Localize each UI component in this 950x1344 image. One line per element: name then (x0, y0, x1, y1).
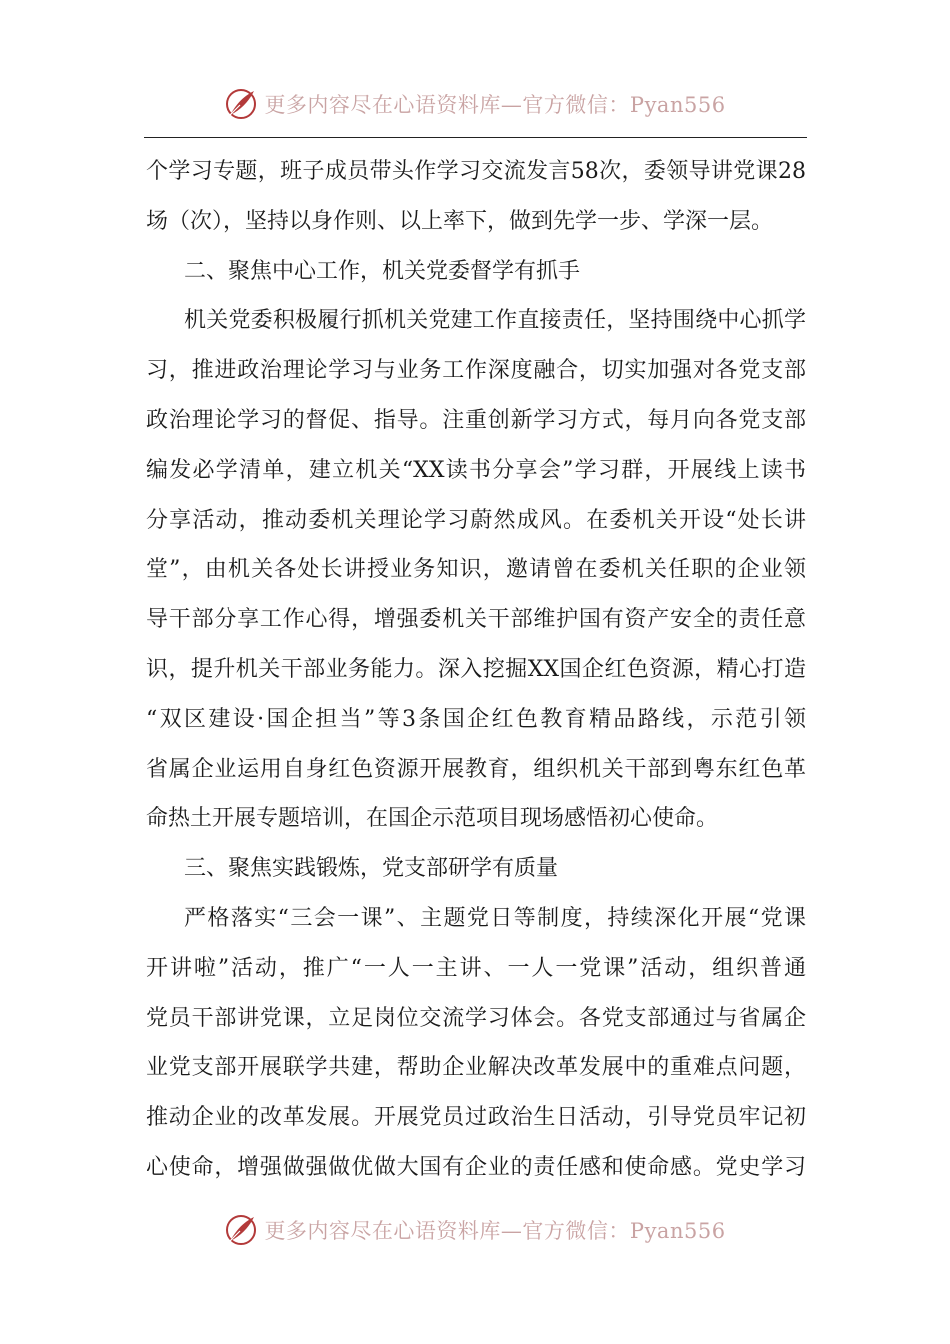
section-heading-2: 二、聚焦中心工作，机关党委督学有抓手 (184, 258, 581, 284)
quill-pen-icon (224, 1213, 258, 1247)
body-line: 导干部分享工作心得，增强委机关干部维护国有资产安全的责任意 (146, 607, 806, 633)
quill-pen-icon (224, 87, 258, 121)
body-line: 开讲啦”活动，推广“一人一主讲、一人一党课”活动，组织普通 (146, 955, 806, 981)
section-heading-3: 三、聚焦实践锻炼，党支部研学有质量 (184, 856, 559, 882)
body-line: 识，提升机关干部业务能力。深入挖掘XX国企红色资源，精心打造 (146, 656, 806, 682)
body-line: 场（次），坚持以身作则、以上率下，做到先学一步、学深一层。 (146, 208, 774, 234)
body-line: 心使命，增强做强做优做大国有企业的责任感和使命感。党史学习 (146, 1154, 806, 1180)
body-line: 党员干部讲党课，立足岗位交流学习体会。各党支部通过与省属企 (146, 1005, 806, 1031)
header-banner (0, 82, 950, 126)
document-body (146, 150, 806, 1196)
body-line: 机关党委积极履行抓机关党建工作直接责任，坚持围绕中心抓学 (184, 308, 806, 334)
body-line: 严格落实“三会一课”、主题党日等制度，持续深化开展“党课 (184, 905, 806, 931)
body-line: 推动企业的改革发展。开展党员过政治生日活动，引导党员牢记初 (146, 1105, 806, 1131)
body-line: 个学习专题，班子成员带头作学习交流发言58次，委领导讲党课28 (146, 159, 806, 184)
body-line: 政治理论学习的督促、指导。注重创新学习方式，每月向各党支部 (146, 407, 806, 433)
footer-banner-text: 更多内容尽在心语资料库—官方微信：Pyan556 (264, 1219, 726, 1243)
body-line: “双区建设·国企担当”等3条国企红色教育精品路线，示范引领 (146, 706, 806, 732)
body-line: 习，推进政治理论学习与业务工作深度融合，切实加强对各党支部 (146, 358, 806, 384)
body-line: 分享活动，推动委机关理论学习蔚然成风。在委机关开设“处长讲 (146, 507, 806, 533)
footer-banner (0, 1208, 950, 1252)
body-line: 省属企业运用自身红色资源开展教育，组织机关干部到粤东红色革 (146, 756, 806, 782)
body-line: 堂”，由机关各处长讲授业务知识，邀请曾在委机关任职的企业领 (146, 557, 806, 583)
body-line: 业党支部开展联学共建，帮助企业解决改革发展中的重难点问题， (146, 1055, 806, 1081)
body-line: 命热土开展专题培训，在国企示范项目现场感悟初心使命。 (146, 806, 719, 832)
body-line: 编发必学清单，建立机关“XX读书分享会”学习群，开展线上读书 (146, 457, 806, 483)
header-banner-text: 更多内容尽在心语资料库—官方微信：Pyan556 (264, 93, 726, 117)
header-divider (144, 137, 807, 138)
